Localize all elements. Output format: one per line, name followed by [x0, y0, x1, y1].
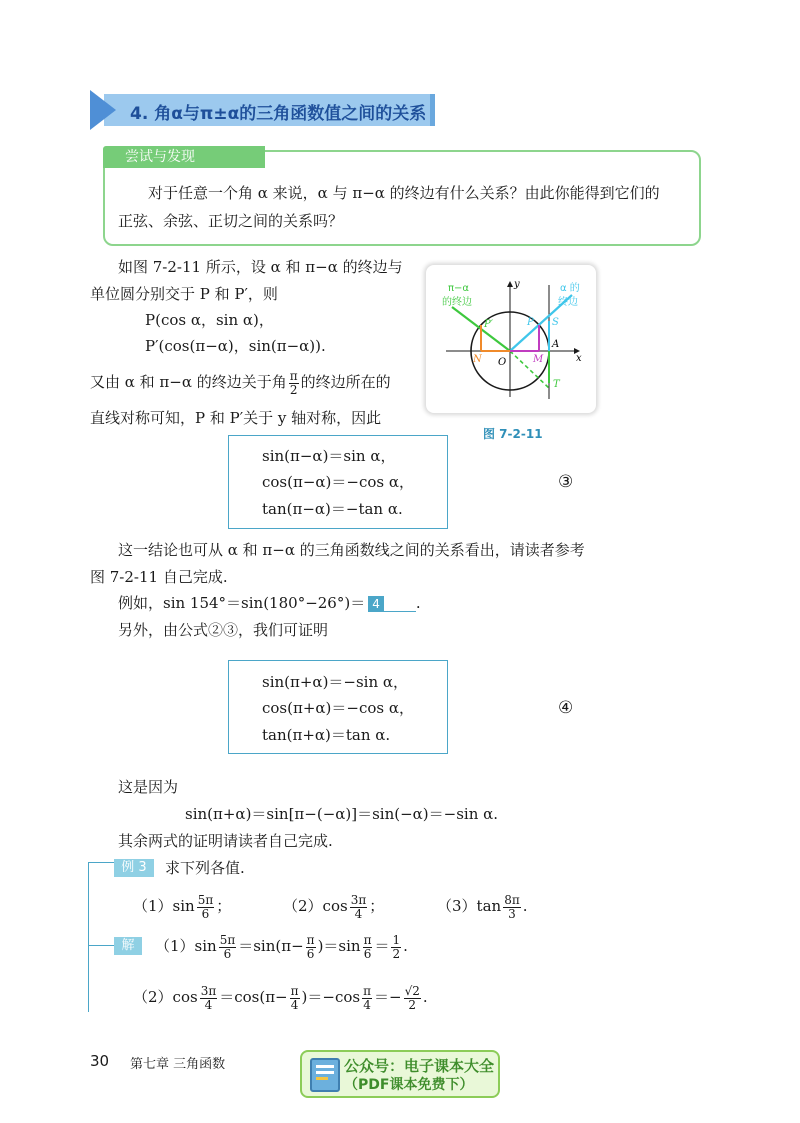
chapter-title: 第七章 三角函数 [130, 1057, 226, 1072]
page-number: 30 [90, 1052, 110, 1070]
label-n: N [473, 354, 482, 365]
s2-n3: π [363, 983, 371, 998]
s2-d2: 4 [290, 997, 299, 1012]
explore-tag: 尝试与发现 [103, 146, 265, 168]
q1-den: 6 [201, 906, 210, 921]
s2-n2: π [290, 983, 299, 998]
s1-f: . [403, 937, 408, 955]
point-p: P(cos α，sin α)， [145, 311, 274, 329]
solution-label: 解 [114, 937, 142, 955]
explore-line-2: 正弦、余弦、正切之间的关系吗？ [118, 212, 344, 230]
section-arrow-icon [90, 90, 116, 130]
s1-frac-1 [219, 934, 237, 961]
para1-line-3a: 又由 α 和 π−α 的终边关于角 [90, 373, 287, 391]
para3-line-1: 这是因为 [118, 778, 179, 796]
para2-line-3 [118, 592, 421, 614]
s1-d1: 6 [223, 946, 232, 961]
q3-prefix: （3）tan [437, 897, 502, 915]
example-end: . [415, 594, 421, 612]
q3-fraction [503, 894, 521, 921]
s1-frac-2 [306, 934, 316, 961]
para1-line-1: 如图 7-2-11 所示，设 α 和 π−α 的终边与 [118, 258, 403, 276]
label-a: A [552, 339, 560, 350]
label-s: S [552, 317, 559, 328]
s2-f: . [422, 988, 428, 1006]
formula3-number: ③ [558, 472, 574, 492]
q2-den: 4 [354, 906, 363, 921]
frac-den: 2 [289, 382, 298, 397]
s1-n2: π [306, 932, 315, 947]
point-p-prime: P′(cos(π−α)，sin(π−α)). [145, 337, 326, 355]
explore-tag-corner [243, 146, 253, 168]
formula3-line-2: cos(π−α)＝−cos α， [262, 473, 414, 491]
s2-n1: 3π [200, 983, 217, 998]
s1-d2: 6 [306, 946, 315, 961]
label-alpha: α 的 [560, 283, 580, 294]
s2-e: ＝− [373, 988, 402, 1006]
s2-frac-4 [404, 985, 421, 1012]
example-q3 [437, 890, 528, 922]
solution-line [88, 945, 114, 946]
label-p-prime: P′ [484, 319, 493, 330]
example-side-line [88, 862, 89, 1012]
answer-blank[interactable] [384, 597, 416, 612]
s2-d3: 4 [363, 997, 371, 1012]
label-y: y [514, 279, 520, 290]
s1-d3: 6 [363, 946, 372, 961]
s1-a: （1）sin [155, 937, 217, 955]
formula3-line-1: sin(π−α)＝sin α， [262, 447, 396, 465]
s1-c: )＝sin [317, 937, 361, 955]
label-p: P [527, 317, 534, 328]
s2-frac-1 [200, 985, 218, 1012]
q3-num: 8π [504, 892, 520, 907]
example-text: 求下列各值. [165, 859, 245, 877]
frac-num: π [289, 368, 298, 383]
solution-1 [155, 929, 408, 963]
label-pi-minus-alpha: π−α [448, 283, 469, 294]
unit-circle-diagram [426, 265, 596, 413]
q1-fraction [197, 894, 215, 921]
s2-a: （2）cos [133, 988, 198, 1006]
s2-frac-2 [290, 985, 300, 1012]
label-o: O [498, 357, 507, 368]
watermark-line-1: 公众号：电子课本大全 [344, 1057, 495, 1075]
s2-frac-3 [362, 985, 372, 1012]
s1-b: ＝sin(π− [238, 937, 304, 955]
s1-n4: 1 [392, 932, 401, 947]
explore-line-1: 对于任意一个角 α 来说，α 与 π−α 的终边有什么关系？由此你能得到它们的 [148, 184, 660, 202]
watermark-banner[interactable] [300, 1050, 500, 1098]
q3-den: 3 [508, 906, 516, 921]
example-q2 [283, 890, 384, 922]
para1-line-3 [90, 366, 391, 398]
para3-line-2: 其余两式的证明请读者自己完成. [118, 832, 333, 850]
formula4-line-2: cos(π+α)＝−cos α， [262, 699, 414, 717]
formula4-line-3: tan(π+α)＝tan α. [262, 726, 391, 744]
q3-end: . [522, 897, 528, 915]
section-title: 4. 角α与π±α的三角函数值之间的关系 [130, 104, 427, 124]
formula3-line-3: tan(π−α)＝−tan α. [262, 500, 403, 518]
book-icon [310, 1058, 340, 1092]
example-q1 [133, 890, 231, 922]
para1-line-2: 单位圆分别交于 P 和 P′，则 [90, 285, 278, 303]
label-x: x [576, 353, 582, 364]
s2-d1: 4 [204, 997, 213, 1012]
para2-line-1: 这一结论也可从 α 和 π−α 的三角函数线之间的关系看出，请读者参考 [118, 541, 585, 559]
watermark-line-2: （PDF课本免费下） [344, 1077, 474, 1093]
s2-d4: 2 [408, 997, 417, 1012]
q2-num: 3π [350, 892, 367, 907]
q2-fraction [350, 894, 368, 921]
example-sin154: 例如，sin 154°＝sin(180°−26°)＝ [118, 594, 366, 612]
label-alpha-side: 终边 [558, 297, 578, 308]
para2-line-4: 另外，由公式②③，我们可证明 [118, 621, 329, 639]
unit-circle-figure [426, 265, 596, 413]
figure-caption: 图 7-2-11 [483, 427, 543, 441]
s2-n4: √2 [404, 983, 420, 998]
q1-end: ； [216, 897, 232, 915]
fraction-pi-over-2 [289, 370, 299, 397]
q1-prefix: （1）sin [133, 897, 195, 915]
label-t: T [553, 379, 560, 390]
s1-frac-3 [363, 934, 373, 961]
s2-b: ＝cos(π− [219, 988, 288, 1006]
s1-e: ＝ [374, 937, 390, 955]
example-top-line [88, 862, 114, 863]
y-axis-arrow-icon [507, 281, 513, 287]
s1-frac-4 [391, 934, 401, 961]
example-label: 例 3 [114, 859, 154, 877]
q2-prefix: （2）cos [283, 897, 348, 915]
s1-d4: 2 [392, 946, 401, 961]
para1-line-3b: 的终边所在的 [300, 373, 391, 391]
answer-badge[interactable]: 4 [368, 596, 384, 612]
label-m: M [533, 354, 544, 365]
s2-c: )＝−cos [301, 988, 361, 1006]
section-header [90, 90, 436, 130]
s1-n1: 5π [219, 932, 236, 947]
para2-line-2: 图 7-2-11 自己完成. [90, 568, 228, 586]
label-pi-minus-alpha-side: 的终边 [442, 297, 472, 308]
solution-2 [133, 980, 428, 1014]
para1-line-4: 直线对称可知，P 和 P′关于 y 轴对称，因此 [90, 409, 382, 427]
formula4-number: ④ [558, 698, 574, 718]
q1-num: 5π [197, 892, 214, 907]
s1-n3: π [363, 932, 372, 947]
formula4-line-1: sin(π+α)＝−sin α， [262, 673, 409, 691]
q2-end: ； [369, 897, 385, 915]
para3-equation: sin(π+α)＝sin[π−(−α)]＝sin(−α)＝−sin α. [185, 805, 499, 823]
